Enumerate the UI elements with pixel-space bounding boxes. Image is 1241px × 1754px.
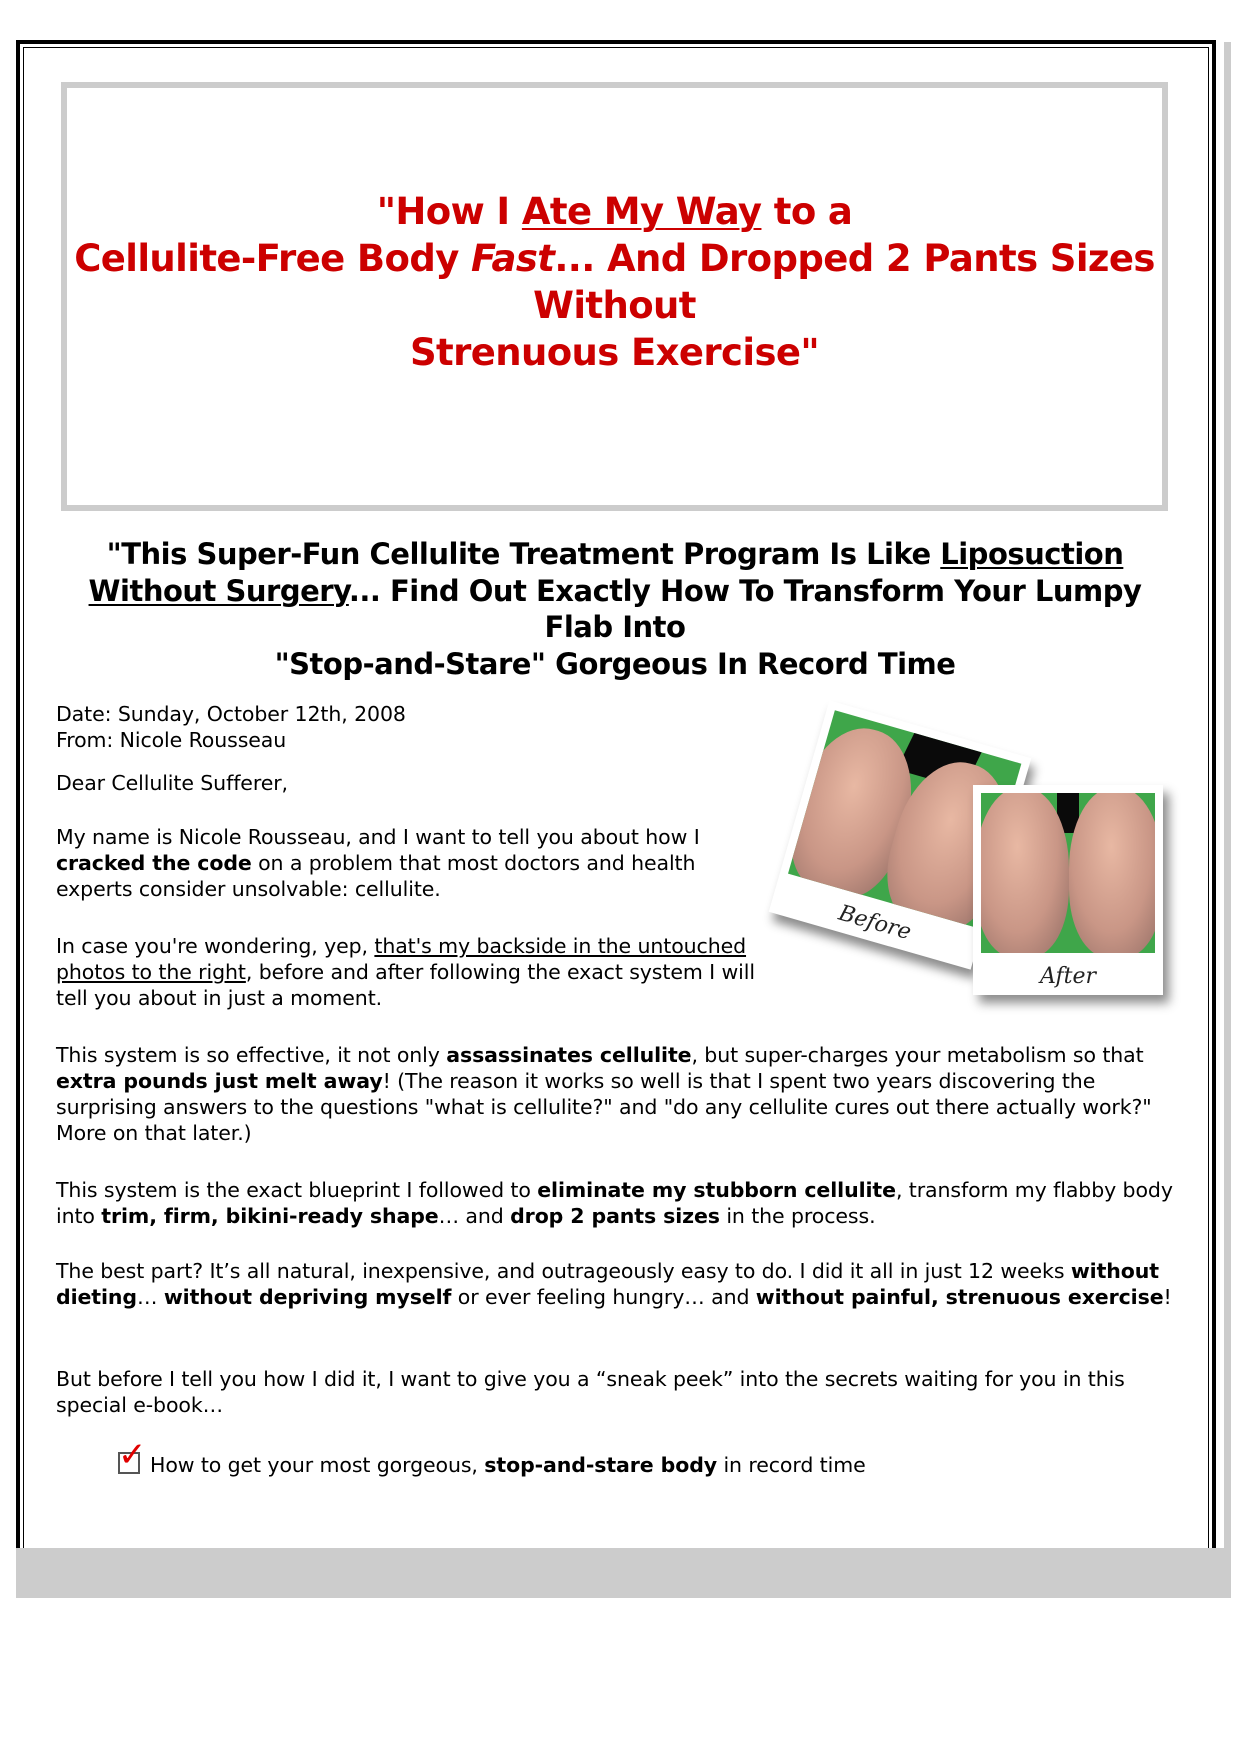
after-caption: After <box>1039 964 1097 989</box>
headline-text: to a <box>761 190 853 233</box>
text: … <box>137 1285 164 1309</box>
headline-italic: Fast <box>471 237 555 280</box>
text: or ever feeling hungry… and <box>451 1285 756 1309</box>
letter-meta <box>56 701 406 753</box>
bold-text: without painful, strenuous exercise <box>755 1285 1164 1309</box>
bold-text: trim, firm, bikini-ready shape <box>101 1204 439 1228</box>
headline-box <box>61 82 1168 511</box>
paragraph <box>56 1177 1176 1229</box>
text: , but super-charges your metabolism so that <box>691 1043 1144 1067</box>
image-detail <box>1069 793 1155 953</box>
headline-underlined: Ate My Way <box>521 190 762 233</box>
headline-text: Cellulite-Free Body <box>74 237 472 280</box>
headline <box>67 188 1162 376</box>
paragraph <box>56 824 776 902</box>
text: ! (The reason it works so well is that I spent two years discovering the surprising answers to the questions "what is cellulite?" and "do any cellulite cures out there actually work?" More on that later.) <box>56 1069 1152 1145</box>
bold-text: eliminate my stubborn cellulite <box>537 1178 896 1202</box>
letter-from: From: Nicole Rousseau <box>56 728 287 752</box>
headline-text: Without <box>533 284 696 327</box>
bold-text: extra pounds just melt away <box>56 1069 383 1093</box>
subhead-text: ... Find Out Exactly How To Transform Your Lumpy Flab Into <box>348 573 1142 644</box>
text: ! <box>1163 1285 1172 1309</box>
text: , transform my flabby body into <box>56 1178 1173 1228</box>
checklist-text <box>150 1452 866 1478</box>
image-detail <box>981 793 1069 953</box>
bold-text: without dieting <box>56 1259 1159 1309</box>
subhead-underlined: Liposuction Without Surgery <box>88 537 1124 608</box>
text: , before and after following the exact system I will tell you about in just a moment. <box>56 960 755 1010</box>
text: The best part? It’s all natural, inexpensive, and outrageously easy to do. I did it all in just 12 weeks <box>56 1259 1071 1283</box>
after-photo <box>973 785 1163 995</box>
text: In case you're wondering, yep, <box>56 934 375 958</box>
headline-text: ... And Dropped 2 Pants Sizes <box>554 237 1155 280</box>
before-after-photos <box>775 705 1175 1005</box>
page-shadow-right <box>1224 42 1231 1598</box>
text: My name is Nicole Rousseau, and I want to tell you about how I <box>56 825 700 849</box>
text: in record time <box>717 1453 866 1477</box>
text: How to get your most gorgeous, <box>150 1453 485 1477</box>
greeting: Dear Cellulite Sufferer, <box>56 771 288 795</box>
page-shadow-bottom <box>16 1548 1231 1598</box>
bold-text: without depriving myself <box>163 1285 452 1309</box>
checklist-item <box>118 1435 866 1478</box>
before-caption: Before <box>835 900 914 946</box>
letter-date: Date: Sunday, October 12th, 2008 <box>56 702 406 726</box>
headline-text: "How I <box>376 190 522 233</box>
bold-text: cracked the code <box>56 851 252 875</box>
after-image <box>981 793 1155 953</box>
text: on a problem that most doctors and health experts consider unsolvable: cellulite. <box>56 851 696 901</box>
text: But before I tell you how I did it, I want to give you a “sneak peek” into the secrets waiting for you in this special e-book… <box>56 1367 1125 1417</box>
bold-text: drop 2 pants sizes <box>510 1204 720 1228</box>
text: … and <box>438 1204 511 1228</box>
photos-link[interactable]: that's my backside in the untouched photos to the right <box>56 934 747 984</box>
paragraph <box>56 933 776 1011</box>
headline-text: Strenuous Exercise" <box>409 331 820 374</box>
bold-text: assassinates cellulite <box>446 1043 692 1067</box>
text: This system is the exact blueprint I followed to <box>56 1178 538 1202</box>
bold-text: stop-and-stare body <box>484 1453 718 1477</box>
text: This system is so effective, it not only <box>56 1043 447 1067</box>
subhead-text: "Stop-and-Stare" Gorgeous In Record Time <box>274 646 956 681</box>
subheadline <box>56 536 1174 682</box>
subhead-text: "This Super-Fun Cellulite Treatment Program Is Like <box>106 537 941 571</box>
checkmark-icon: ✓ <box>118 1435 147 1475</box>
checkbox-icon <box>118 1435 147 1475</box>
paragraph <box>56 1366 1176 1418</box>
text: in the process. <box>719 1204 876 1228</box>
paragraph <box>56 1042 1176 1146</box>
paragraph <box>56 1258 1176 1310</box>
